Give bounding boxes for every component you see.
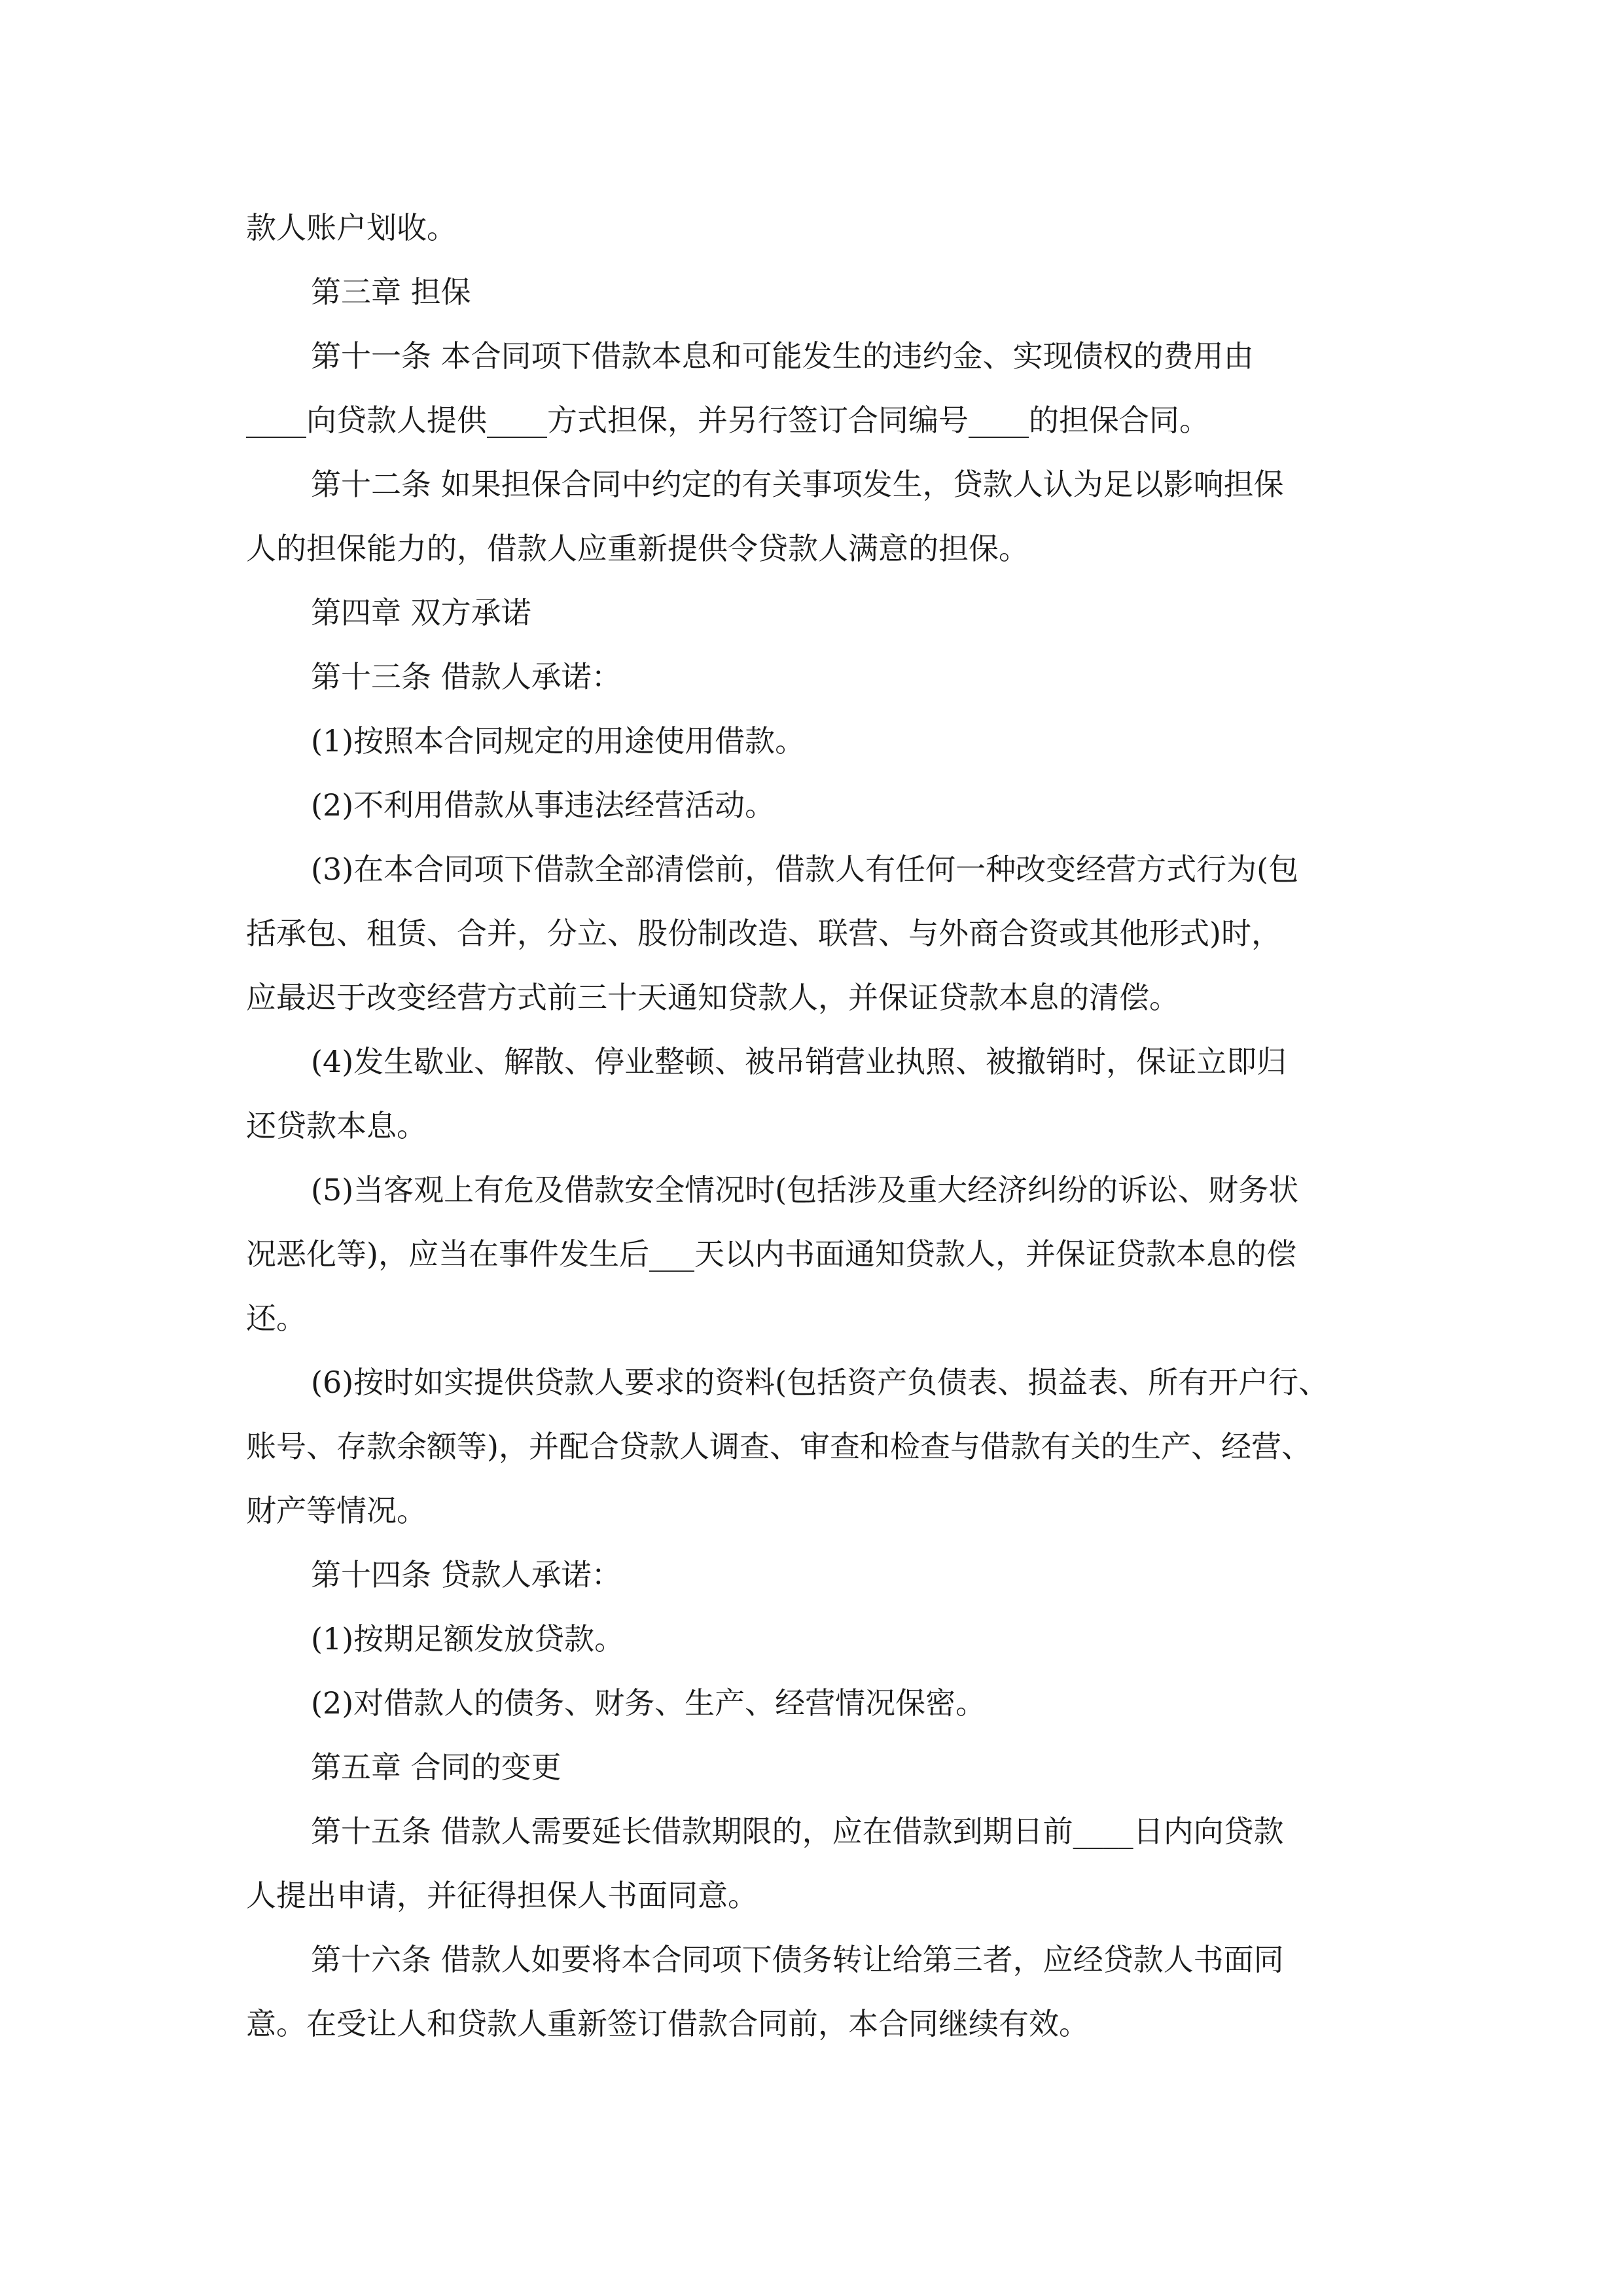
text-line: 款人账户划收。	[246, 210, 457, 245]
text-line: 人提出申请，并征得担保人书面同意。	[246, 1878, 758, 1913]
chapter-heading: 第四章 双方承诺	[311, 595, 531, 630]
chapter-heading: 第三章 担保	[311, 274, 471, 310]
text-line: (6)按时如实提供贷款人要求的资料(包括资产负债表、损益表、所有开户行、	[311, 1365, 1329, 1400]
text-line: 还贷款本息。	[246, 1108, 427, 1143]
chapter-heading: 第五章 合同的变更	[311, 1749, 562, 1785]
text-line: 财产等情况。	[246, 1493, 427, 1528]
text-line: (2)不利用借款从事违法经营活动。	[311, 787, 776, 823]
text-line: 账号、存款余额等)，并配合贷款人调查、审查和检查与借款有关的生产、经营、	[246, 1429, 1311, 1464]
text-line: 第十一条 本合同项下借款本息和可能发生的违约金、实现债权的费用由	[311, 338, 1254, 374]
text-line: 人的担保能力的，借款人应重新提供令贷款人满意的担保。	[246, 531, 1029, 566]
text-line: 第十四条 贷款人承诺：	[311, 1557, 622, 1592]
text-line: (5)当客观上有危及借款安全情况时(包括涉及重大经济纠纷的诉讼、财务状	[311, 1172, 1299, 1208]
text-line: (2)对借款人的债务、财务、生产、经营情况保密。	[311, 1685, 986, 1721]
text-line: 第十二条 如果担保合同中约定的有关事项发生，贷款人认为足以影响担保	[311, 467, 1284, 502]
text-line: 第十三条 借款人承诺：	[311, 659, 622, 694]
text-line: 况恶化等)，应当在事件发生后___天以内书面通知贷款人，并保证贷款本息的偿	[246, 1236, 1296, 1272]
text-line: 应最迟于改变经营方式前三十天通知贷款人，并保证贷款本息的清偿。	[246, 980, 1179, 1015]
text-line: (3)在本合同项下借款全部清偿前，借款人有任何一种改变经营方式行为(包	[311, 852, 1299, 887]
text-line: ____向贷款人提供____方式担保，并另行签订合同编号____的担保合同。	[246, 403, 1209, 438]
text-line: (1)按期足额发放贷款。	[311, 1621, 625, 1657]
text-line: (1)按照本合同规定的用途使用借款。	[311, 723, 806, 759]
text-line: 第十六条 借款人如要将本合同项下债务转让给第三者，应经贷款人书面同	[311, 1942, 1284, 1977]
text-line: 意。在受让人和贷款人重新签订借款合同前，本合同继续有效。	[246, 2006, 1089, 2041]
text-line: 括承包、租赁、合并，分立、股份制改造、联营、与外商合资或其他形式)时，	[246, 916, 1281, 951]
text-line: 第十五条 借款人需要延长借款期限的，应在借款到期日前____日内向贷款	[311, 1814, 1284, 1849]
text-line: 还。	[246, 1300, 306, 1336]
text-line: (4)发生歇业、解散、停业整顿、被吊销营业执照、被撤销时，保证立即归	[311, 1044, 1287, 1079]
